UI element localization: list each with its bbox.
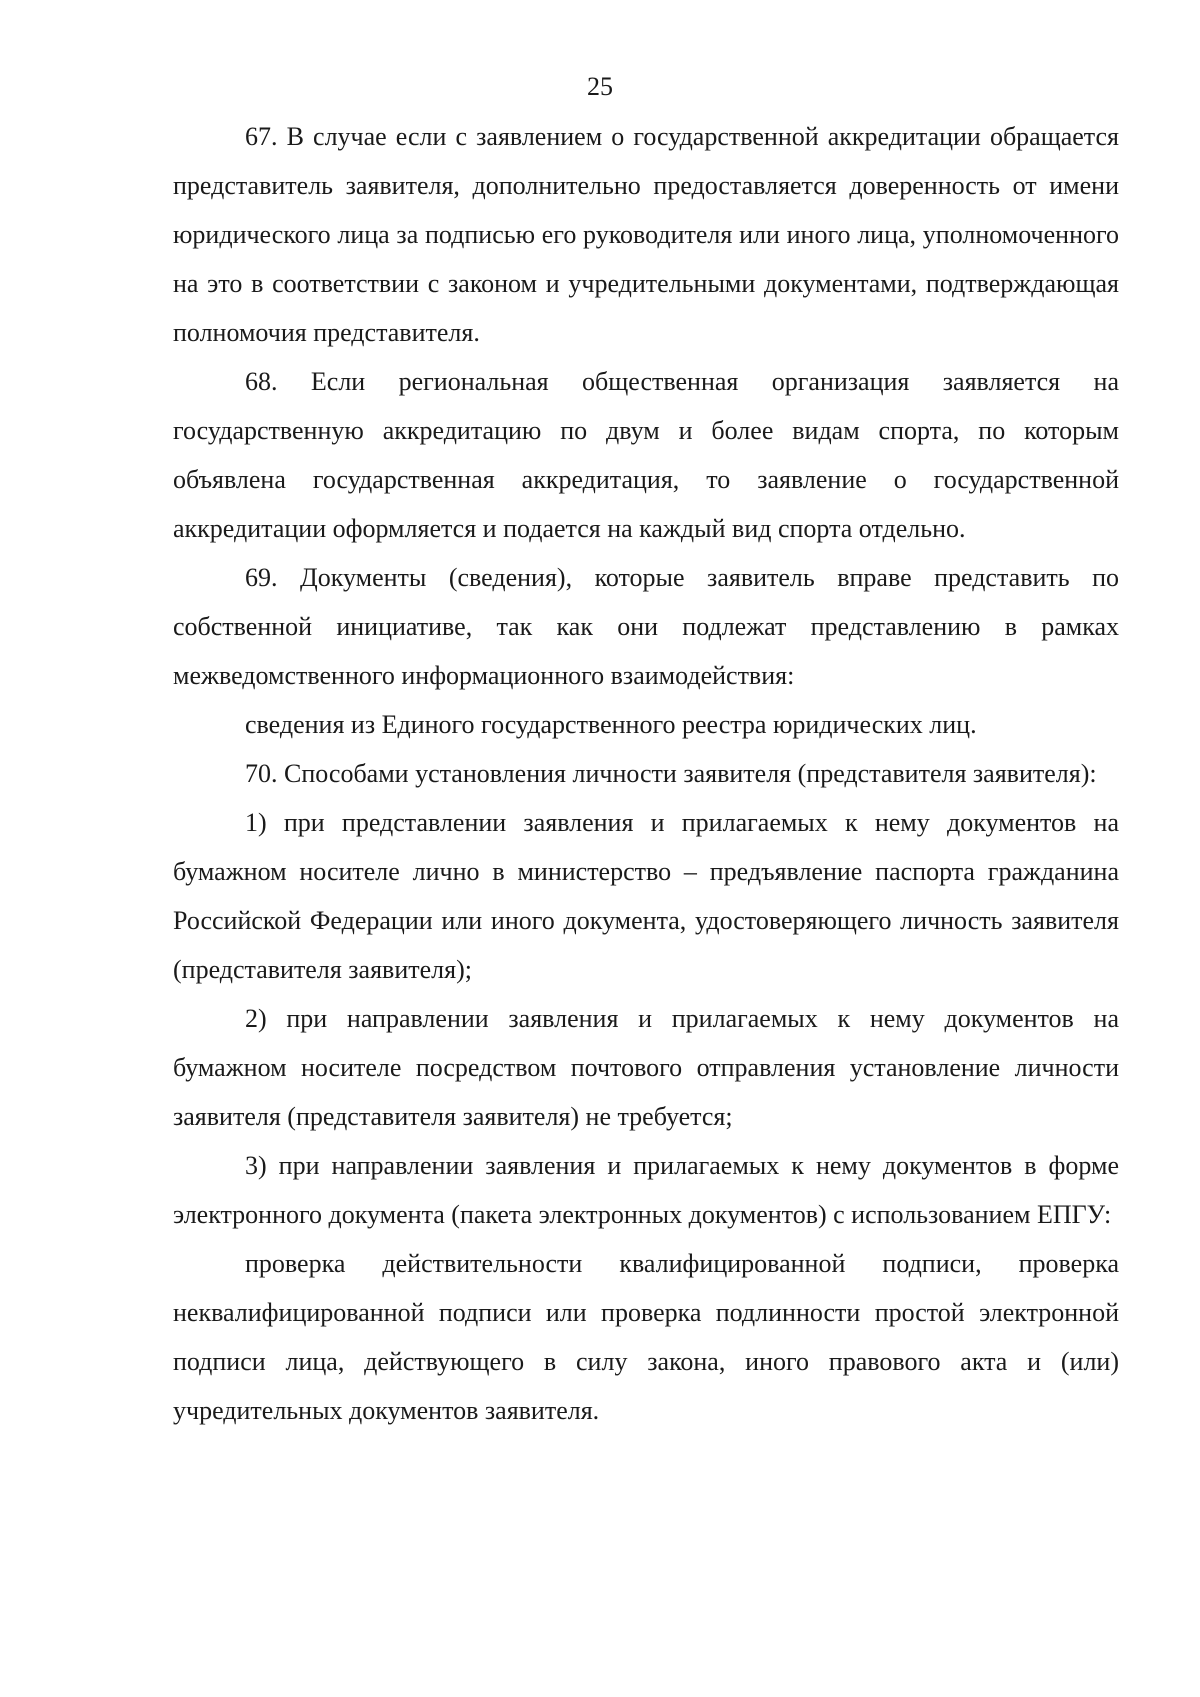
paragraph-69: 69. Документы (сведения), которые заявитель вправе представить по собственной инициативе, так как они подлежат представлению в рамках межведомственного информационного взаимодействия:	[173, 563, 1119, 690]
paragraph-70-item-1: 1) при представлении заявления и прилагаемых к нему документов на бумажном носителе лично в министерство – предъявление паспорта гражданина Российской Федерации или иного документа, удостоверяющего личность заявителя (представителя заявителя);	[173, 808, 1119, 984]
page-number: 25	[587, 72, 613, 101]
paragraph-69-item: сведения из Единого государственного реестра юридических лиц.	[245, 710, 977, 739]
paragraph-70-item-3-detail: проверка действительности квалифицированной подписи, проверка неквалифицированной подписи или проверка подлинности простой электронной подписи лица, действующего в силу закона, иного правового акта и (или) учредительных документов заявителя.	[173, 1249, 1119, 1425]
paragraph-70-item-2: 2) при направлении заявления и прилагаемых к нему документов на бумажном носителе посредством почтового отправления установление личности заявителя (представителя заявителя) не требуется;	[173, 1004, 1119, 1131]
document-body	[173, 112, 1119, 1435]
paragraph-70-item-3: 3) при направлении заявления и прилагаемых к нему документов в форме электронного документа (пакета электронных документов) с использованием ЕПГУ:	[173, 1151, 1119, 1229]
paragraph-68: 68. Если региональная общественная организация заявляется на государственную аккредитацию по двум и более видам спорта, по которым объявлена государственная аккредитация, то заявление о государственной аккредитации оформляется и подается на каждый вид спорта отдельно.	[173, 367, 1119, 543]
paragraph-70: 70. Способами установления личности заявителя (представителя заявителя):	[245, 759, 1097, 788]
paragraph-67: 67. В случае если с заявлением о государственной аккредитации обращается представитель заявителя, дополнительно предоставляется доверенность от имени юридического лица за подписью его руководителя или иного лица, уполномоченного на это в соответствии с законом и учредительными документами, подтверждающая полномочия представителя.	[173, 122, 1119, 347]
